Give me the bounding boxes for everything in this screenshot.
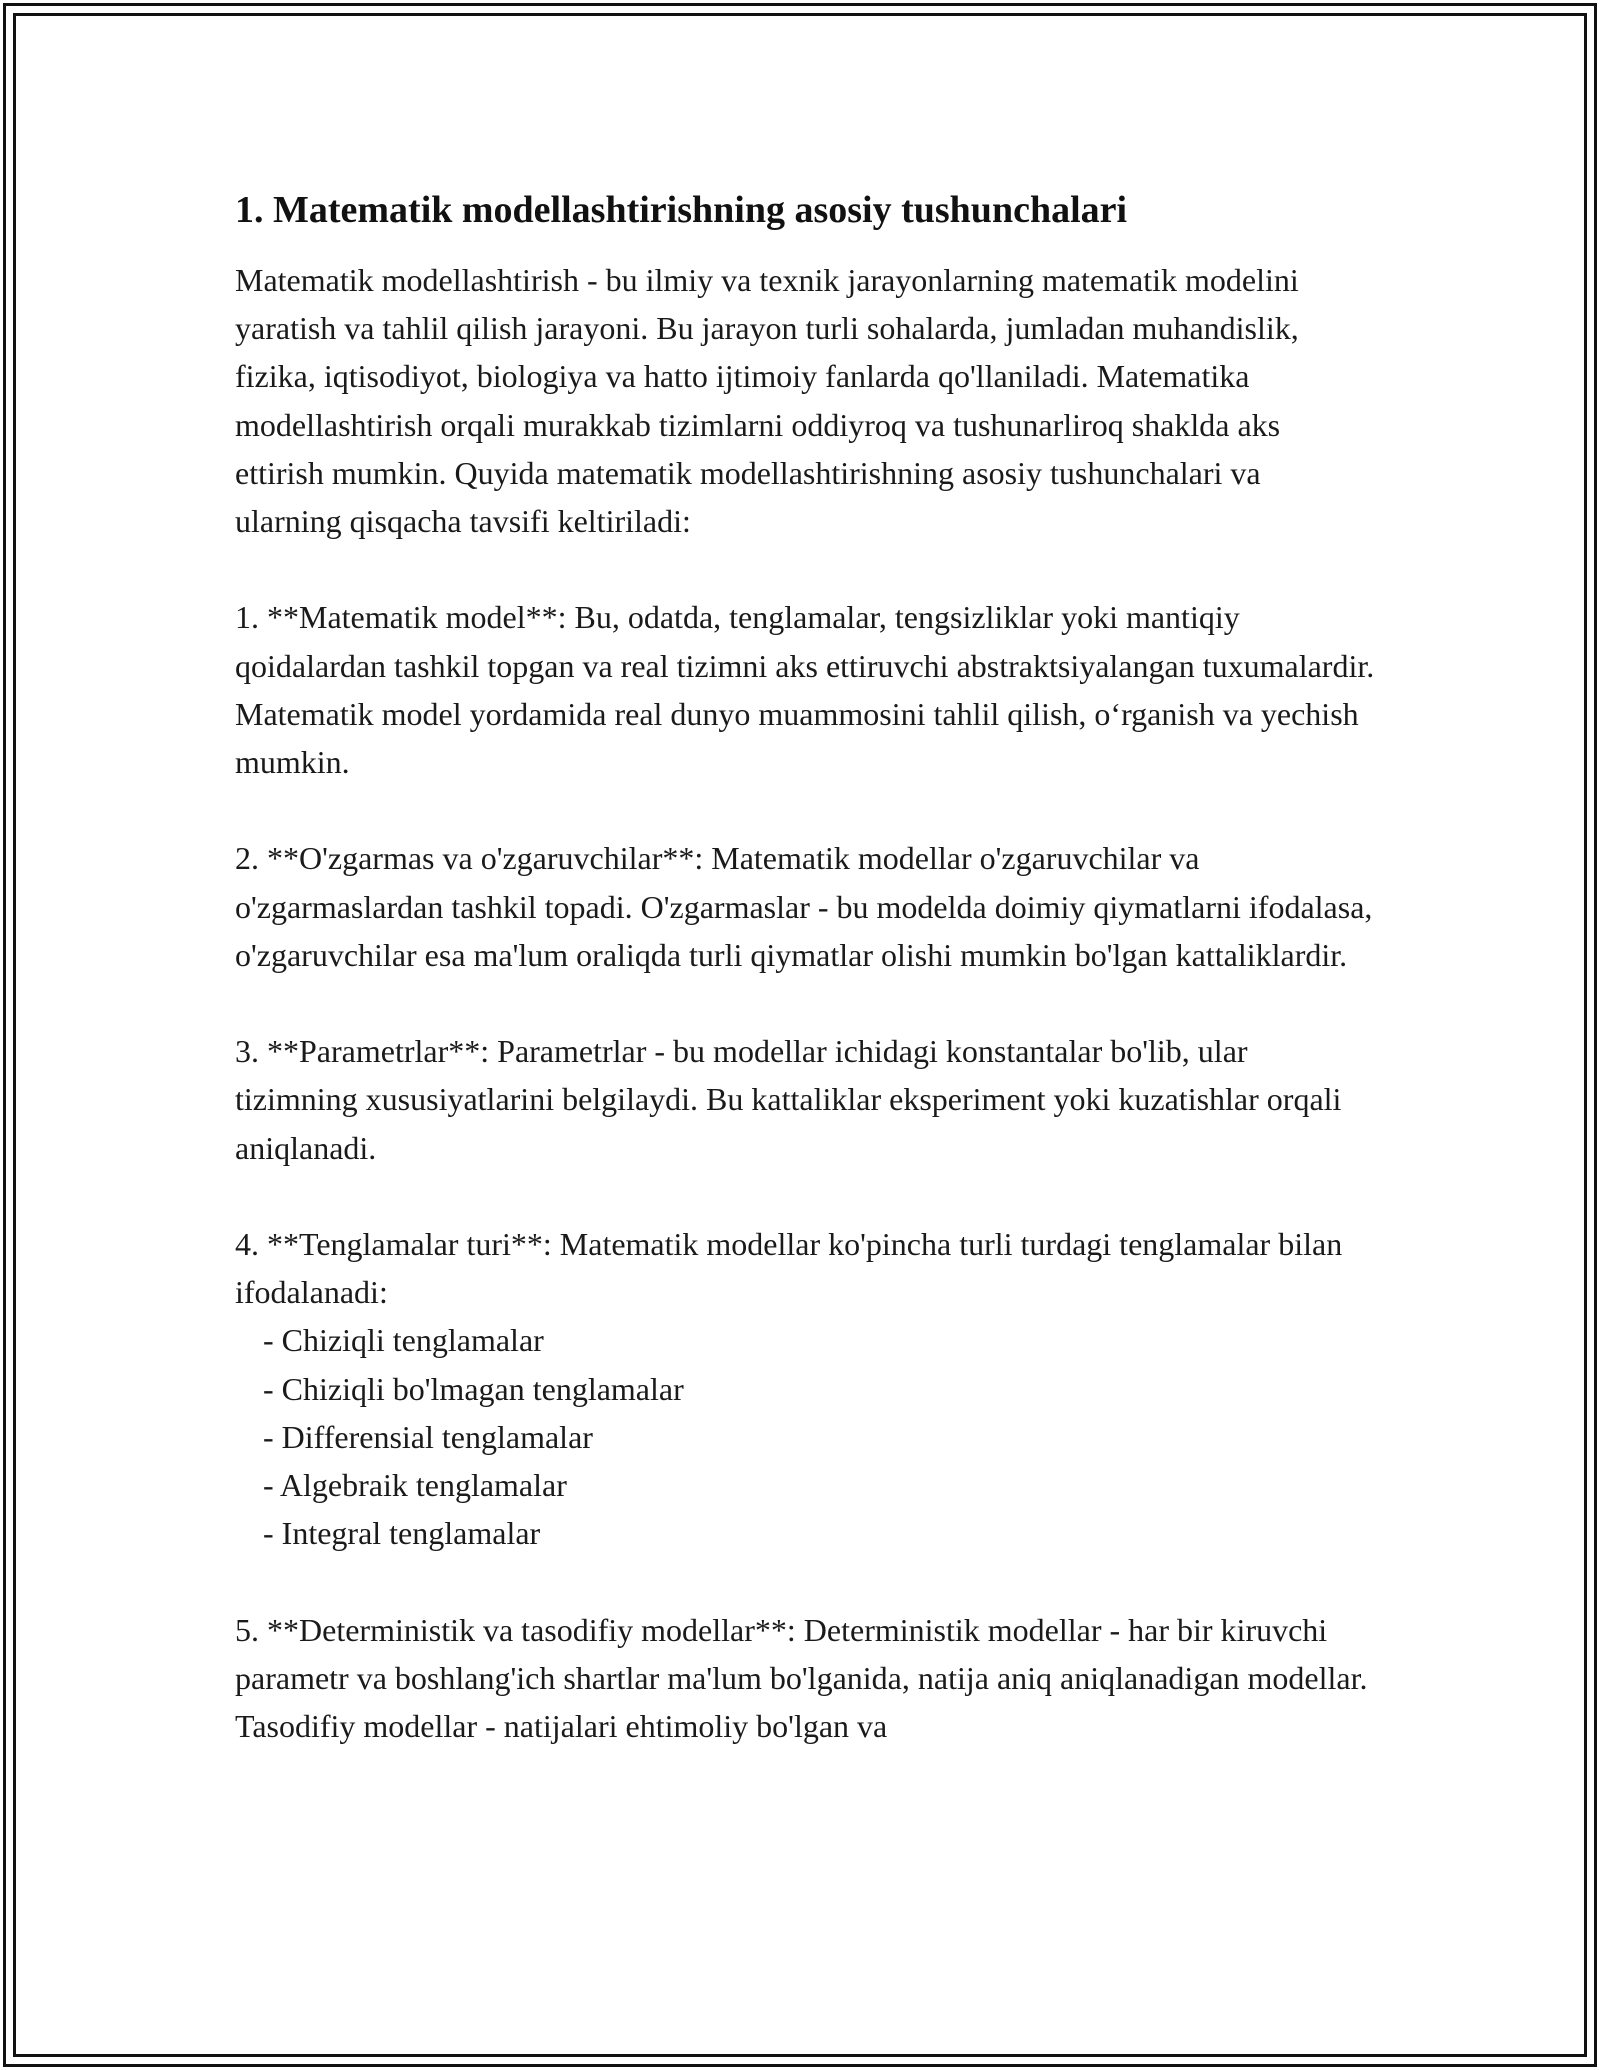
equation-types-list [235, 1316, 1375, 1557]
list-item-matematik-model: 1. **Matematik model**: Bu, odatda, tenglamalar, tengsizliklar yoki mantiqiy qoidalardan tashkil topgan va real tizimni aks ettiruvchi abstraktsiyalangan tuxumalardir. Matematik model yordamida real dunyo muammosini tahlil qilish, oʻrganish va yechish mumkin. [235, 599, 1383, 781]
list-item-ozgarmas: 2. **O'zgarmas va o'zgaruvchilar**: Matematik modellar o'zgaruvchilar va o'zgarmaslardan tashkil topadi. O'zgarmaslar - bu modelda doimiy qiymatlarni ifodalasa, o'zgaruvchilar esa ma'lum oraliqda turli qiymatlar olishi mumkin bo'lgan kattaliklardir. [235, 840, 1381, 973]
intro-paragraph: Matematik modellashtirish - bu ilmiy va texnik jarayonlarning matematik modelini yaratish va tahlil qilish jarayoni. Bu jarayon turli sohalarda, jumladan muhandislik, fizika, iqtisodiyot, biologiya va hatto ijtimoiy fanlarda qo'llaniladi. Matematika modellashtirish orqali murakkab tizimlarni oddiyroq va tushunarliroq shaklda aks ettirish mumkin. Quyida matematik modellashtirishning asosiy tushunchalari va ularning qisqacha tavsifi keltiriladi: [235, 262, 1307, 540]
paragraph-gap [235, 1172, 1375, 1220]
list-item-deterministik: 5. **Deterministik va tasodifiy modellar**: Deterministik modellar - har bir kiruvchi parametr va boshlang'ich shartlar ma'lum bo'lganida, natija aniq aniqlanadigan modellar. Tasodifiy modellar - natijalari ehtimoliy bo'lgan va [235, 1611, 1375, 1745]
document-body [235, 186, 1383, 1750]
paragraph-gap [235, 979, 1375, 1027]
paragraph-gap [235, 545, 1375, 593]
sub-list-item: - Chiziqli bo'lmagan tenglamalar [263, 1370, 684, 1407]
sub-list-item: - Algebraik tenglamalar [263, 1467, 567, 1504]
sub-list-item: - Chiziqli tenglamalar [263, 1322, 544, 1359]
list-item-tenglamalar-turi: 4. **Tenglamalar turi**: Matematik modellar ko'pincha turli turdagi tenglamalar bilan ifodalanadi: [235, 1226, 1351, 1311]
sub-list-item: - Integral tenglamalar [263, 1515, 541, 1552]
paragraph-gap [235, 786, 1375, 834]
sub-list-item: - Differensial tenglamalar [263, 1418, 593, 1455]
list-item-parametrlar: 3. **Parametrlar**: Parametrlar - bu modellar ichidagi konstantalar bo'lib, ular tizimning xususiyatlarini belgilaydi. Bu kattaliklar eksperiment yoki kuzatishlar orqali aniqlanadi. [235, 1033, 1350, 1166]
section-heading: 1. Matematik modellashtirishning asosiy tushunchalari [235, 189, 1128, 231]
paragraph-gap [235, 1557, 1375, 1605]
